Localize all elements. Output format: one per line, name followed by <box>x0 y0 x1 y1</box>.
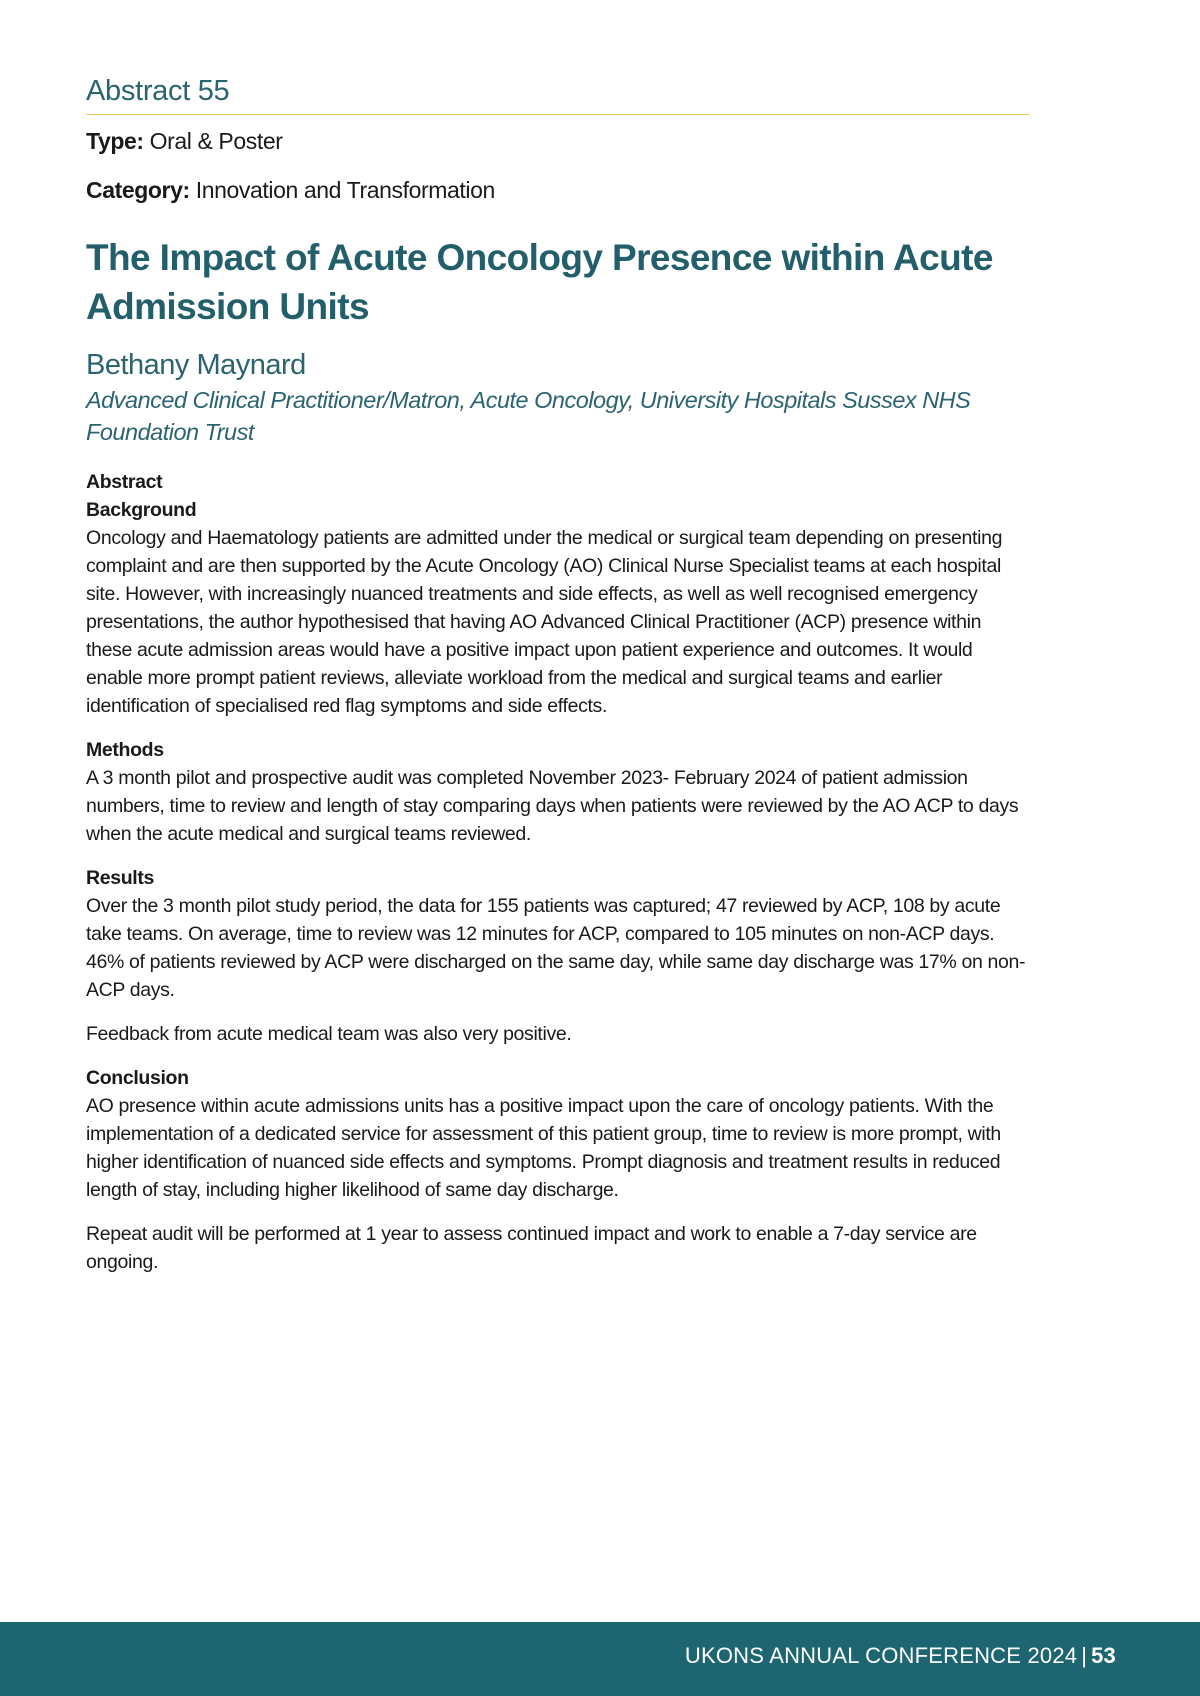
footer-separator: | <box>1081 1643 1088 1668</box>
results-feedback-text: Feedback from acute medical team was also very positive. <box>86 1023 572 1046</box>
background-heading: Background <box>86 499 197 522</box>
category-label: Category: <box>86 177 190 204</box>
results-text: Over the 3 month pilot study period, the data for 155 patients was captured; 47 reviewed by ACP, 108 by acute take teams. On average, time to review was 12 minutes for ACP, compared to 105 minutes on non-ACP days. 46% of patients reviewed by ACP were discharged on the same day, while same day discharge was 17% on non-ACP days. <box>86 895 1026 1002</box>
category-line <box>86 177 1029 205</box>
methods-section <box>86 736 1029 848</box>
author-affiliation: Advanced Clinical Practitioner/Matron, Acute Oncology, University Hospitals Sussex NHS Foundation Trust <box>86 387 971 446</box>
methods-text: A 3 month pilot and prospective audit was completed November 2023- February 2024 of patient admission numbers, time to review and length of stay comparing days when patients were reviewed by the AO ACP to days when the acute medical and surgical teams reviewed. <box>86 767 1019 846</box>
conclusion-text: AO presence within acute admissions units has a positive impact upon the care of oncology patients. With the implementation of a dedicated service for assessment of this patient group, time to review is more prompt, with higher identification of nuanced side effects and symptoms. Prompt diagnosis and treatment results in reduced length of stay, including higher likelihood of same day discharge. <box>86 1095 1001 1202</box>
page-footer <box>0 1622 1200 1696</box>
type-value: Oral & Poster <box>149 127 283 154</box>
page-number: 53 <box>1091 1643 1116 1668</box>
abstract-number: Abstract 55 <box>86 74 1029 115</box>
category-value: Innovation and Transformation <box>195 177 495 204</box>
conclusion-repeat-audit-text: Repeat audit will be performed at 1 year to assess continued impact and work to enable a 7-day service are ongoing. <box>86 1223 977 1274</box>
background-section <box>86 496 1029 720</box>
conclusion-heading: Conclusion <box>86 1067 189 1090</box>
type-line <box>86 128 1029 156</box>
abstract-page <box>86 74 1029 1276</box>
results-heading: Results <box>86 867 154 890</box>
footer-text <box>685 1643 1116 1669</box>
methods-heading: Methods <box>86 739 164 762</box>
abstract-body <box>86 468 1029 1276</box>
type-label: Type: <box>86 127 144 154</box>
background-text: Oncology and Haematology patients are admitted under the medical or surgical team depending on presenting complaint and are then supported by the Acute Oncology (AO) Clinical Nurse Specialist teams at each hospital site. However, with increasingly nuanced treatments and side effects, as well as well recognised emergency presentations, the author hypothesised that having AO Advanced Clinical Practitioner (ACP) presence within these acute admission areas would have a positive impact upon patient experience and outcomes. It would enable more prompt patient reviews, alleviate workload from the medical and surgical teams and earlier identification of specialised red flag symptoms and side effects. <box>86 527 1003 718</box>
abstract-title: The Impact of Acute Oncology Presence within Acute Admission Units <box>86 236 993 327</box>
conclusion-section <box>86 1064 1029 1276</box>
abstract-heading: Abstract <box>86 471 163 494</box>
footer-conference: UKONS ANNUAL CONFERENCE 2024 <box>684 1643 1078 1668</box>
results-section <box>86 864 1029 1048</box>
author-name: Bethany Maynard <box>86 348 306 381</box>
